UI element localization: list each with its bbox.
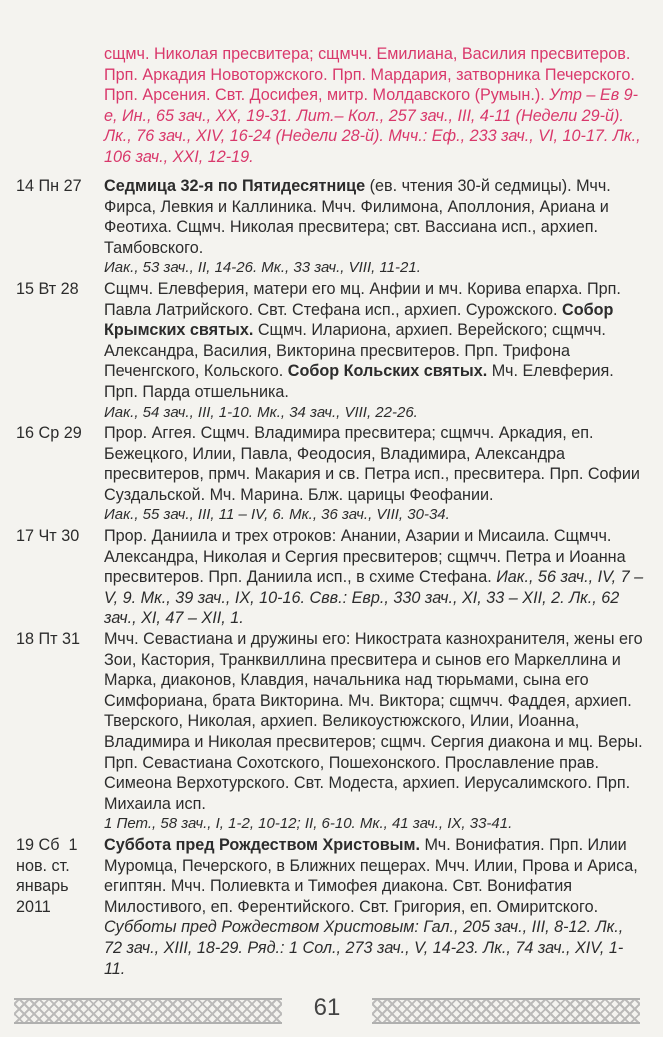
entry-text: Прор. Даниила и трех отроков: Анании, Азарии и Мисаила. Сщмчч. Александра, Николая и Сергия пресвитеров; сщмчч. Петра и Иоанна пресвитеров. Прп. Даниила исп., в схиме Стефана.	[104, 527, 626, 587]
entry-feast-a: Собор Крымских святых.	[104, 300, 614, 340]
intro-readings: Утр – Ев 9-е, Ин., 65 зач., ХХ, 19-31. Лит.– Кол., 257 зач., III, 4-11 (Недели 29-й). Лк., 76 зач., XIV, 16-24 (Недели 28-й). Мчч.: Еф., 233 зач., VI, 10-17. Лк., 106 зач., XXI, 12-19.	[104, 86, 641, 166]
intro-text: сщмч. Николая пресвитера; сщмчч. Емилиана, Василия пресвитеров. Прп. Аркадия Новоторжского. Прп. Мардария, затворника Печерского. Прп. Арсения. Свт. Досифея, митр. Молдавского (Румын.).	[104, 45, 635, 105]
intro-paragraph	[104, 44, 644, 168]
entry-feast-b: Собор Кольских святых.	[287, 362, 488, 381]
entry-content	[104, 526, 644, 629]
entry-readings: Иак., 53 зач., II, 14-26. Мк., 33 зач., VIII, 11-21.	[104, 259, 421, 277]
day-label: 19 Сб 1 нов. ст. январь 2011	[16, 836, 78, 916]
entry-title: Суббота пред Рождеством Христовым.	[104, 836, 420, 854]
entry-text: Мчч. Севастиана и дружины его: Никострата казнохранителя, жены его Зои, Кастория, Транквиллина пресвитера и сынов его Маркеллина и Марка, диаконов, Клавдия, начальника над тюрьмами, сына его Симфориана, брата Викторина. Мч. Виктора; сщмчч. Фаддея, архиеп. Тверского, Николая, архиеп. Великоустюжского, Илии, Иоанна, Владимира и Николая пресвитеров; сщмч. Сергия диакона и мц. Веры. Прп. Севастиана Сохотского, Пошехонского. Прославление прав. Симеона Верхотурского. Свт. Модеста, архиеп. Иерусалимского. Прп. Михаила исп.	[104, 630, 643, 813]
entry-text: Мч. Вонифатия. Прп. Илии Муромца, Печерского, в Ближних пещерах. Мчч. Илии, Прова и Ариса, египтян. Мчч. Полиевкта и Тимофея диакона. Свт. Вонифатия Милостивого, еп. Ферентийского. Свт. Григория, еп. Омиритского.	[104, 836, 638, 916]
entry-text: Прор. Аггея. Сщмч. Владимира пресвитера; сщмчч. Аркадия, еп. Бежецкого, Илии, Павла, Феодосия, Владимира, Александра пресвитеров, прмч. Макария и св. Петра исп., пресвитера. Прп. Софии Суздальской. Мч. Марина. Блж. царицы Феофании.	[104, 424, 640, 504]
page-number: 61	[313, 994, 341, 1021]
ornament-left-icon	[14, 998, 282, 1024]
entry-title: Седмица 32-я по Пятидесятнице	[104, 177, 366, 195]
entry-readings: 1 Пет., 58 зач., I, 1-2, 10-12; II, 6-10. Мк., 41 зач., IX, 33-41.	[104, 815, 513, 833]
entry-text-a: Сщмч. Елевферия, матери его мц. Анфии и мч. Корива епарха. Прп. Павла Латрийского. Свт. Стефана исп., архиеп. Сурожского.	[104, 280, 621, 319]
entry-text: (ев. чтения 30-й седмицы). Мчч. Фирса, Левкия и Каллиника. Мчч. Филимона, Аполлония, Ариана и Феотиха. Сщмч. Николая пресвитера; свт. Вассиана исп., архиеп. Тамбовского.	[104, 177, 611, 257]
entry-text-b: Сщмч. Илариона, архиеп. Верейского; сщмчч. Александра, Василия, Викторина пресвитеров. Прп. Трифона Печенгского, Кольского.	[104, 321, 606, 381]
day-label: 14 Пн 27	[16, 177, 82, 195]
entry-content	[104, 176, 644, 279]
day-label: 17 Чт 30	[16, 527, 80, 545]
day-label: 16 Ср 29	[16, 424, 82, 442]
page-footer	[0, 990, 663, 1030]
entry-text-c: Мч. Елевферия. Прп. Парда отшельника.	[104, 362, 614, 401]
entry-readings: Иак., 56 зач., IV, 7 – V, 9. Мк., 39 зач., IX, 10-16. Свв.: Евр., 330 зач., XI, 33 – XII, 2. Лк., 62 зач., XI, 47 – XII, 1.	[104, 568, 644, 628]
entry-readings: Иак., 55 зач., III, 11 – IV, 6. Мк., 36 зач., VIII, 30-34.	[104, 506, 450, 524]
entry-readings: Субботы пред Рождеством Христовым: Гал., 205 зач., III, 8-12. Лк., 72 зач., XIII, 18-29. Ряд.: 1 Сол., 273 зач., V, 14-23. Лк., 74 зач., XIV, 1-11.	[104, 918, 624, 978]
day-label: 18 Пт 31	[16, 630, 81, 648]
entry-content	[104, 423, 644, 526]
entry-content	[104, 279, 644, 423]
day-label: 15 Вт 28	[16, 280, 79, 298]
entry-readings: Иак., 54 зач., III, 1-10. Мк., 34 зач., VIII, 22-26.	[104, 403, 418, 421]
entry-content	[104, 629, 644, 835]
ornament-right-icon	[372, 998, 640, 1024]
entry-content	[104, 835, 644, 979]
